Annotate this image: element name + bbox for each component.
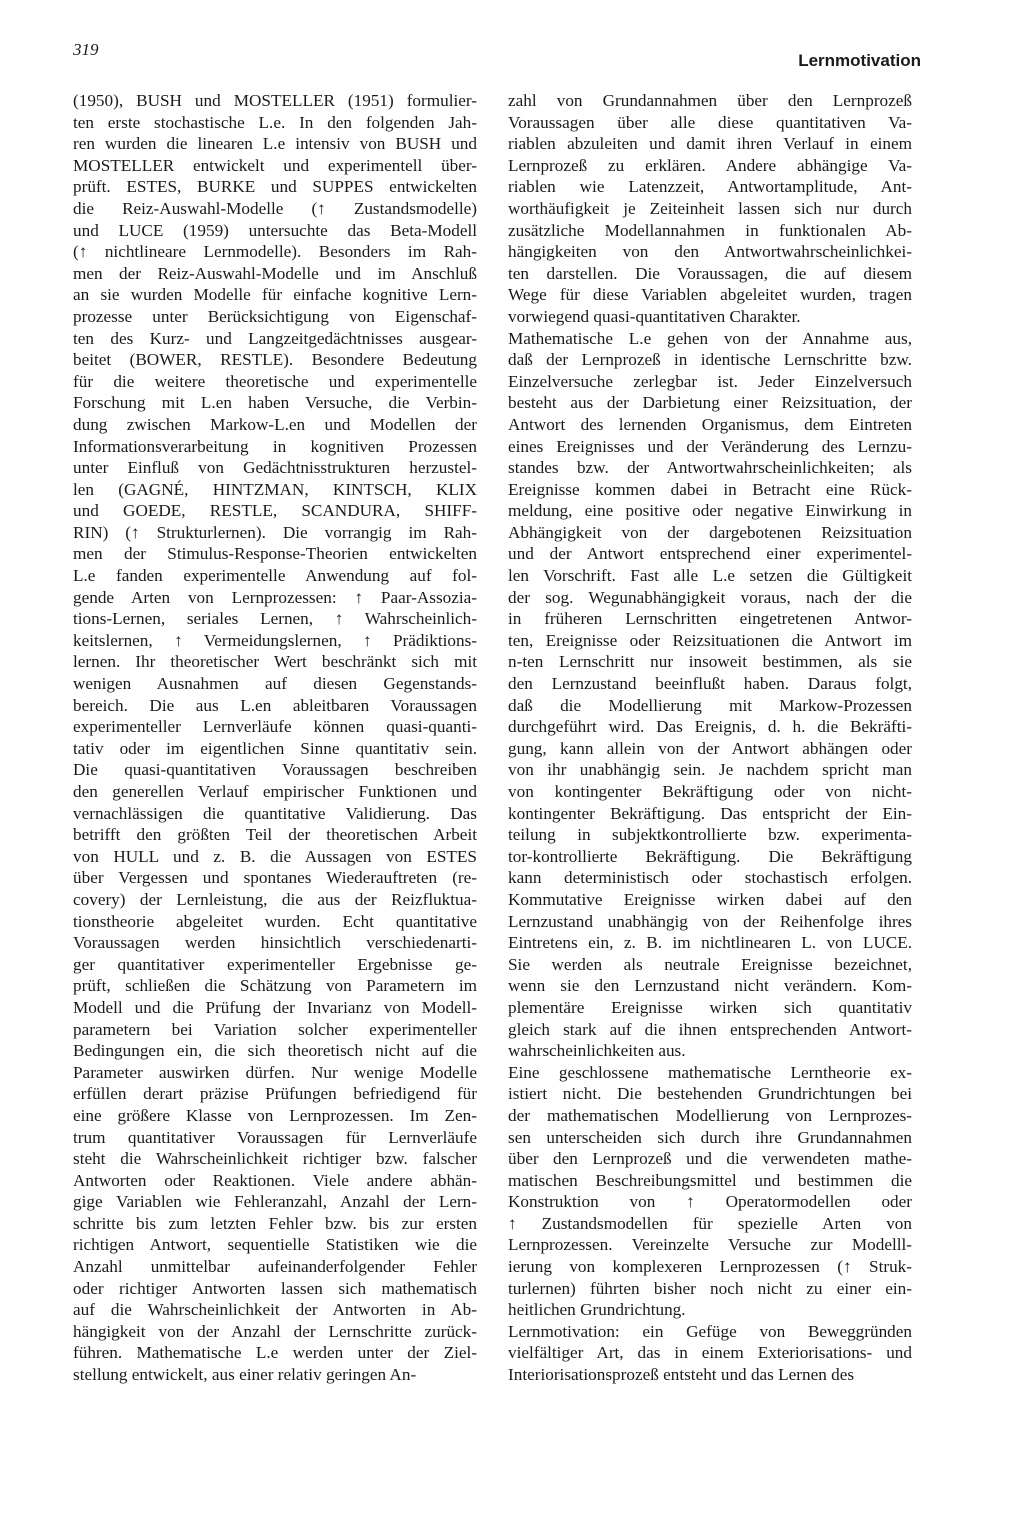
text-line: meldung, eine positive oder negative Einwirkung in xyxy=(508,501,912,521)
text-line: beitet (BOWER, RESTLE). Besondere Bedeutung xyxy=(73,350,477,370)
text-line: len Vorschrift. Fast alle L.e setzen die Gültigkeit xyxy=(508,566,912,586)
text-line: oder richtiger Antworten lassen sich mathematisch xyxy=(73,1278,477,1298)
text-line: besteht aus der Darbietung einer Reizsituation, der xyxy=(508,393,912,413)
text-line: (↑ nichtlineare Lernmodelle). Besonders im Rah- xyxy=(73,242,477,262)
text-line: Lernprozeß zu erklären. Andere abhängige Va- xyxy=(508,155,912,175)
text-line: hängigkeit von der Anzahl der Lernschritte zurück- xyxy=(73,1321,477,1341)
text-line: lernen. Ihr theoretischer Wert beschränkt sich mit xyxy=(73,652,477,672)
text-line: richtigen Antwort, sequentielle Statistiken wie die xyxy=(73,1235,477,1255)
left-column xyxy=(73,90,477,1386)
text-line: daß die Modellierung mit Markow-Prozessen xyxy=(508,695,912,715)
text-line: für die weitere theoretische und experimentelle xyxy=(73,371,477,391)
text-line: Modell und die Prüfung der Invarianz von Modell- xyxy=(73,997,477,1017)
text-line: von ihr unabhängig sein. Je nachdem spricht man xyxy=(508,760,912,780)
text-line: gung, kann allein von der Antwort abhängen oder xyxy=(508,738,912,758)
text-line: covery) der Lernleistung, die aus der Reizfluktua- xyxy=(73,889,477,909)
text-line: eine größere Klasse von Lernprozessen. Im Zen- xyxy=(73,1105,477,1125)
text-line: vielfältiger Art, das in einem Exteriorisations- und xyxy=(508,1343,912,1363)
text-line: men der Reiz-Auswahl-Modelle und im Anschluß xyxy=(73,263,477,283)
text-line: über Vergessen und spontanes Wiederauftreten (re- xyxy=(73,868,477,888)
text-line: Voraussagen werden hinsichtlich verschiedenarti- xyxy=(73,933,477,953)
text-line: in früheren Lernschritten eingetretenen Antwor- xyxy=(508,609,912,629)
text-line: gende Arten von Lernprozessen: ↑ Paar-Assozia- xyxy=(73,587,477,607)
text-line: erfüllen derart präzise Prüfungen befriedigend für xyxy=(73,1084,477,1104)
text-line: den Lernzustand beeinflußt haben. Daraus folgt, xyxy=(508,674,912,694)
text-line: n-ten Lernschritt nur insoweit bestimmen, als sie xyxy=(508,652,912,672)
text-line: hängigkeiten von den Antwortwahrscheinlichkei- xyxy=(508,242,912,262)
text-line: zusätzliche Modellannahmen in funktionalen Ab- xyxy=(508,220,912,240)
text-line: plementäre Ereignisse wirken sich quantitativ xyxy=(508,997,912,1017)
text-line: der mathematischen Modellierung von Lernprozes- xyxy=(508,1105,912,1125)
text-line: sen unterscheiden sich durch ihre Grundannahmen xyxy=(508,1127,912,1147)
text-line: Forschung mit L.en haben Versuche, die Verbin- xyxy=(73,393,477,413)
text-line: an sie wurden Modelle für einfache kognitive Lern- xyxy=(73,285,477,305)
text-line: Lernprozessen. Vereinzelte Versuche zur Modelll- xyxy=(508,1235,912,1255)
text-line: Eine geschlossene mathematische Lerntheorie ex- xyxy=(508,1062,912,1082)
text-line: von HULL und z. B. die Aussagen von ESTES xyxy=(73,846,477,866)
text-line: vorwiegend quasi-quantitativen Charakter. xyxy=(508,306,801,326)
text-line: Antwort des lernenden Organismus, dem Eintreten xyxy=(508,414,912,434)
text-line: riablen wie Latenzzeit, Antwortamplitude, Ant- xyxy=(508,177,912,197)
text-line: L.e fanden experimentelle Anwendung auf fol- xyxy=(73,566,477,586)
text-line: stellung entwickelt, aus einer relativ geringen An- xyxy=(73,1365,417,1385)
text-line: daß der Lernprozeß in identische Lernschritte bzw. xyxy=(508,350,912,370)
text-line: unter Einfluß von Gedächtnisstrukturen herzustel- xyxy=(73,458,477,478)
text-line: ↑ Zustandsmodellen für spezielle Arten von xyxy=(508,1213,912,1233)
text-line: standes bzw. der Antwortwahrscheinlichkeiten; als xyxy=(508,458,912,478)
text-line: Abhängigkeit von der dargebotenen Reizsituation xyxy=(508,522,912,542)
text-line: Sie werden als neutrale Ereignisse bezeichnet, xyxy=(508,954,912,974)
text-line: experimenteller Lernverläufe können quasi-quanti- xyxy=(73,717,477,737)
text-line: Ereignisse kommen dabei in Betracht eine Rück- xyxy=(508,479,912,499)
text-line: Informationsverarbeitung in kognitiven Prozessen xyxy=(73,436,477,456)
text-line: RIN) (↑ Strukturlernen). Die vorrangig im Rah- xyxy=(73,522,477,542)
text-line: vernachlässigen die quantitative Validierung. Das xyxy=(73,803,477,823)
text-line: gleich stark auf die ihnen entsprechenden Antwort- xyxy=(508,1019,912,1039)
text-line: bereich. Die aus L.en ableitbaren Voraussagen xyxy=(73,695,477,715)
text-line: schritte bis zum letzten Fehler bzw. bis zur ersten xyxy=(73,1213,477,1233)
text-line: worthäufigkeit je Zeiteinheit lassen sich nur durch xyxy=(508,198,912,218)
text-line: Bedingungen ein, die sich theoretisch nicht auf die xyxy=(73,1041,477,1061)
text-line: zahl von Grundannahmen über den Lernprozeß xyxy=(508,91,912,110)
text-line: auf die Wahrscheinlichkeit der Antworten in Ab- xyxy=(73,1300,477,1320)
text-line: und der Antwort entsprechend einer experimentel- xyxy=(508,544,912,564)
text-line: prüft. ESTES, BURKE und SUPPES entwickelten xyxy=(73,177,477,197)
text-line: matischen Beschreibungsmittel und bestimmen die xyxy=(508,1170,912,1190)
text-line: gige Variablen wie Fehleranzahl, Anzahl der Lern- xyxy=(73,1192,477,1212)
text-line: Wege für diese Variablen abgeleitet wurden, tragen xyxy=(508,285,912,305)
text-line: wenigen Ausnahmen auf diesen Gegenstands- xyxy=(73,674,477,694)
text-line: Lernmotivation: ein Gefüge von Beweggründen xyxy=(508,1321,912,1341)
text-line: Parameter auswirken dürfen. Nur wenige Modelle xyxy=(73,1062,477,1082)
text-line: tor-kontrollierte Bekräftigung. Die Bekräftigung xyxy=(508,846,912,866)
text-line: ten, Ereignisse oder Reizsituationen die Antwort im xyxy=(508,630,912,650)
text-line: ierung von komplexeren Lernprozessen (↑ Struk- xyxy=(508,1257,912,1277)
text-line: wenn sie den Lernzustand nicht verändern. Kom- xyxy=(508,976,912,996)
text-line: kontingenter Bekräftigung. Das entspricht der Ein- xyxy=(508,803,912,823)
text-line: steht die Wahrscheinlichkeit richtiger bzw. falscher xyxy=(73,1149,477,1169)
text-line: ten des Kurz- und Langzeitgedächtnisses ausgear- xyxy=(73,328,477,348)
text-line: der sog. Wegunabhängigkeit voraus, nach der die xyxy=(508,587,912,607)
running-head: Lernmotivation xyxy=(798,51,921,70)
text-line: ger quantitativer experimenteller Ergebnisse ge- xyxy=(73,954,477,974)
text-line: len (GAGNÉ, HINTZMAN, KINTSCH, KLIX xyxy=(73,479,477,499)
text-line: turlernen) führten bisher noch nicht zu einer ein- xyxy=(508,1278,912,1298)
text-line: Lernzustand unabhängig von der Reihenfolge ihres xyxy=(508,911,912,931)
text-line: über den Lernprozeß und die verwendeten mathe- xyxy=(508,1149,912,1169)
text-line: riablen abzuleiten und damit ihren Verlauf in einem xyxy=(508,134,912,154)
text-line: ten darstellen. Die Voraussagen, die auf diesem xyxy=(508,263,912,283)
text-line: men der Stimulus-Response-Theorien entwickelten xyxy=(73,544,477,564)
text-line: den generellen Verlauf empirischer Funktionen und xyxy=(73,782,477,801)
text-line: kann deterministisch oder stochastisch erfolgen. xyxy=(508,868,912,888)
text-line: MOSTELLER entwickelt und experimentell über- xyxy=(73,155,477,175)
text-line: und LUCE (1959) untersuchte das Beta-Modell xyxy=(73,220,477,240)
text-line: tativ oder im eigentlichen Sinne quantitativ sein. xyxy=(73,738,477,758)
text-line: wahrscheinlichkeiten aus. xyxy=(508,1041,686,1061)
text-line: tions-Lernen, seriales Lernen, ↑ Wahrscheinlich- xyxy=(73,609,477,629)
text-line: ten erste stochastische L.e. In den folgenden Jah- xyxy=(73,112,477,132)
text-line: Die quasi-quantitativen Voraussagen beschreiben xyxy=(73,760,477,780)
text-line: parametern bei Variation solcher experimenteller xyxy=(73,1019,477,1039)
text-line: Mathematische L.e gehen von der Annahme aus, xyxy=(508,328,912,348)
right-column xyxy=(508,90,912,1386)
text-line: von kontingenter Bekräftigung oder von nicht- xyxy=(508,782,912,801)
text-line: heitlichen Grundrichtung. xyxy=(508,1300,686,1320)
text-line: Kommutative Ereignisse wirken dabei auf den xyxy=(508,889,912,909)
text-line: ren wurden die linearen L.e intensiv von BUSH und xyxy=(73,134,477,154)
text-line: führen. Mathematische L.e werden unter der Ziel- xyxy=(73,1343,477,1363)
text-line: durchgeführt wird. Das Ereignis, d. h. die Bekräfti- xyxy=(508,717,912,737)
text-line: (1950), BUSH und MOSTELLER (1951) formulier- xyxy=(73,91,477,110)
text-line: Interiorisationsprozeß entsteht und das Lernen des xyxy=(508,1365,855,1385)
text-line: trum quantitativer Voraussagen für Lernverläufe xyxy=(73,1127,477,1147)
text-line: eines Ereignisses und der Veränderung des Lernzu- xyxy=(508,436,912,456)
text-line: prozesse unter Berücksichtigung von Eigenschaf- xyxy=(73,306,477,326)
page-number: 319 xyxy=(73,40,99,59)
text-line: teilung in subjektkontrollierte bzw. experimenta- xyxy=(508,825,912,845)
text-line: Eintretens ein, z. B. im nichtlinearen L. von LUCE. xyxy=(508,933,912,953)
text-line: tionstheorie abgeleitet wurden. Echt quantitative xyxy=(73,911,477,931)
text-line: Antworten oder Reaktionen. Viele andere abhän- xyxy=(73,1170,477,1190)
text-line: Konstruktion von ↑ Operatormodellen oder xyxy=(508,1192,912,1212)
text-line: istiert nicht. Die bestehenden Grundrichtungen bei xyxy=(508,1084,912,1104)
text-line: betrifft den größten Teil der theoretischen Arbeit xyxy=(73,825,477,845)
text-line: und GOEDE, RESTLE, SCANDURA, SHIFF- xyxy=(73,501,477,521)
text-line: keitslernen, ↑ Vermeidungslernen, ↑ Prädiktions- xyxy=(73,630,477,650)
text-line: dung zwischen Markow-L.en und Modellen der xyxy=(73,414,477,434)
text-line: Anzahl unmittelbar aufeinanderfolgender Fehler xyxy=(73,1257,477,1277)
text-line: Voraussagen über alle diese quantitativen Va- xyxy=(508,112,912,132)
text-line: Einzelversuche zerlegbar ist. Jeder Einzelversuch xyxy=(508,371,912,391)
text-line: prüft, schließen die Schätzung von Parametern im xyxy=(73,976,477,996)
text-line: die Reiz-Auswahl-Modelle (↑ Zustandsmodelle) xyxy=(73,198,477,218)
